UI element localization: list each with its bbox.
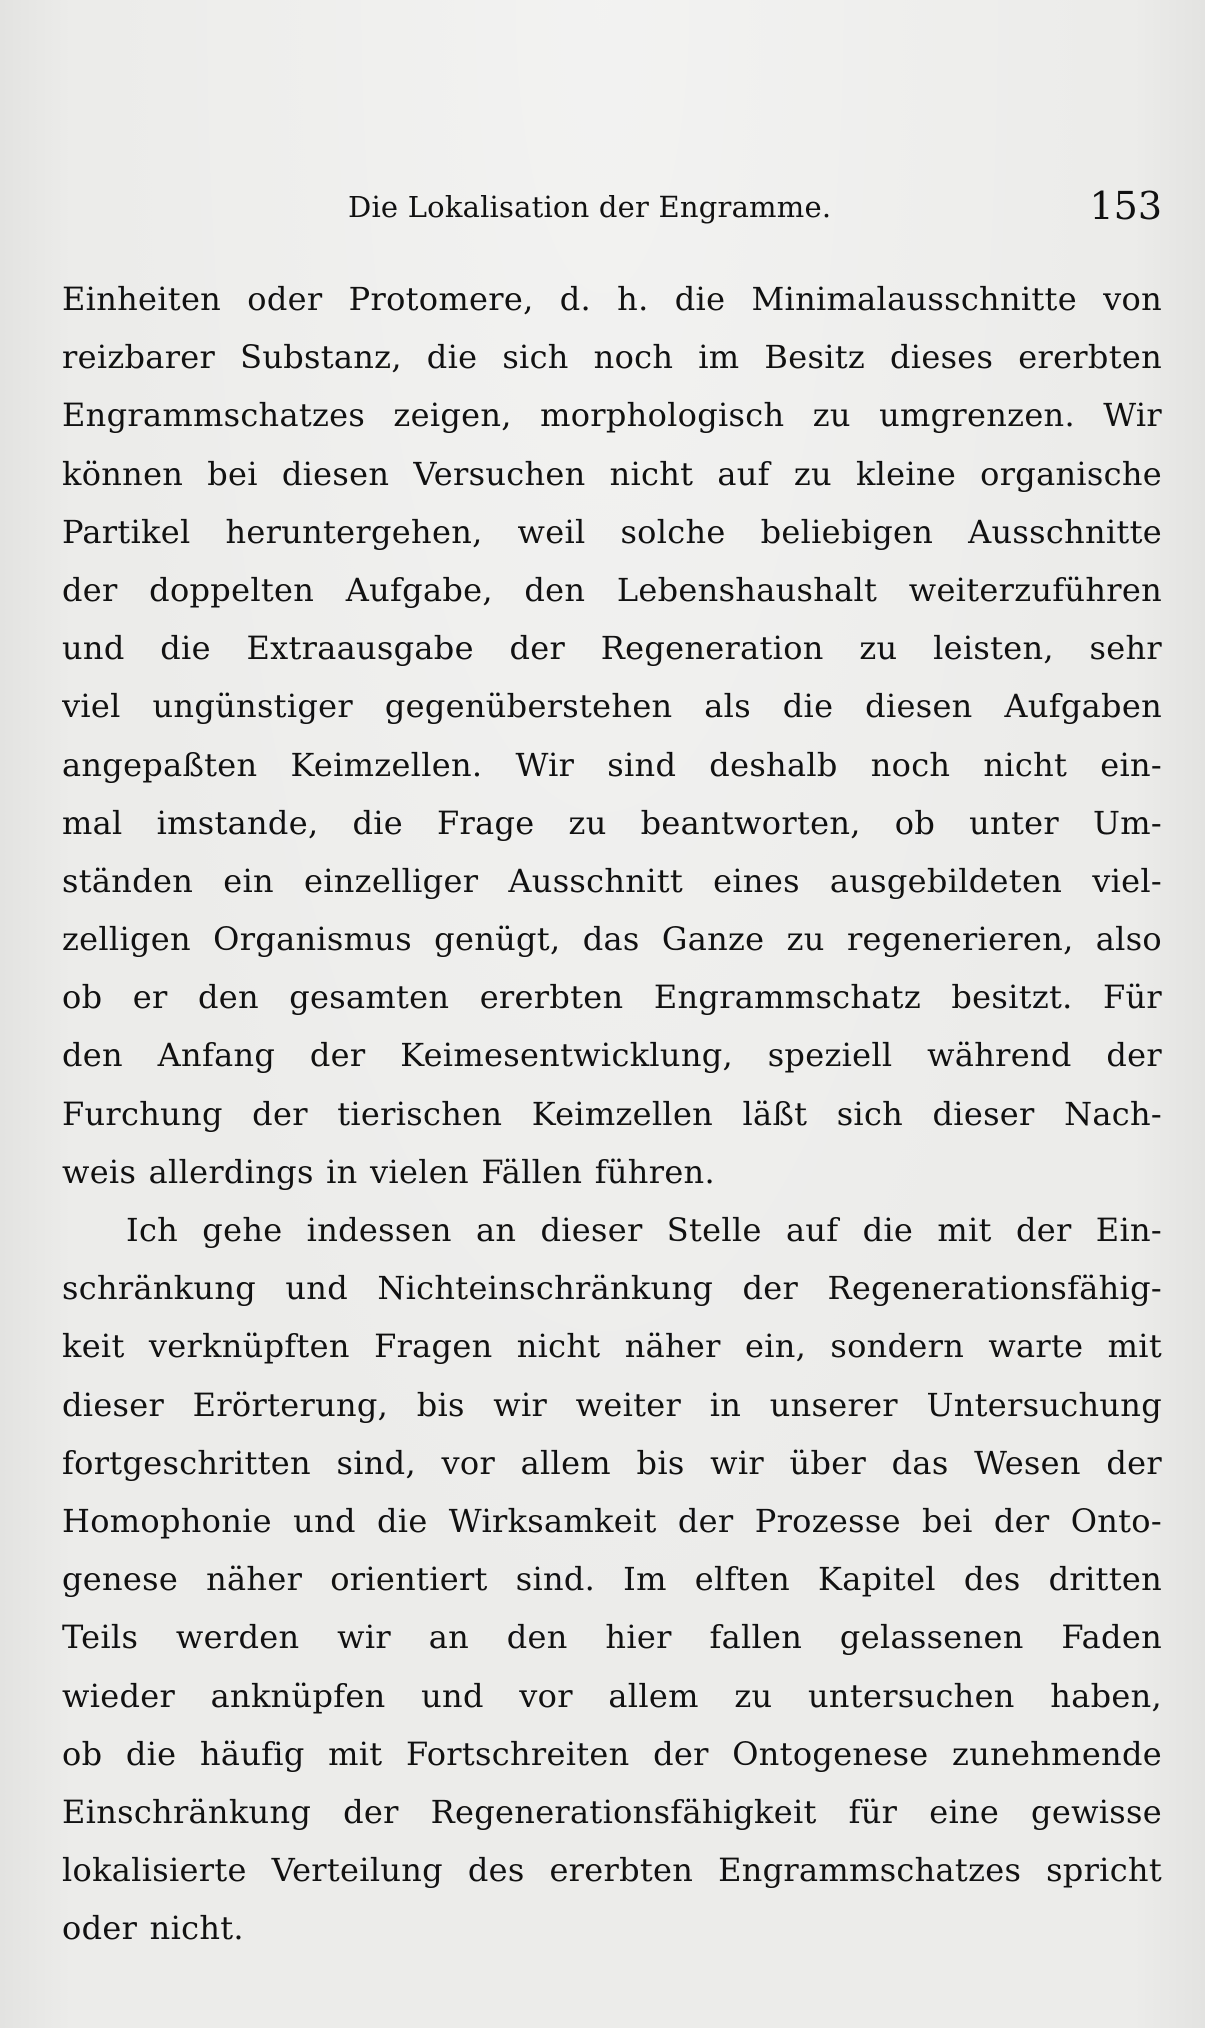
text-line: Ich gehe indessen an dieser Stelle auf die mit der Ein- [126,1211,1162,1249]
text-line: reizbarer Substanz, die sich noch im Besitz dieses ererbten [62,338,1162,377]
text-line: ob er den gesamten ererbten Engrammschatz besitzt. Für [62,978,1162,1017]
body-text [62,270,1162,1957]
text-line: Homophonie und die Wirksamkeit der Prozesse bei der Onto- [62,1501,1162,1540]
text-line: schränkung und Nichteinschränkung der Regenerationsfähig- [62,1269,1162,1308]
text-line: ob die häufig mit Fortschreiten der Ontogenese zunehmende [62,1734,1162,1773]
text-line: Partikel heruntergehen, weil solche beliebigen Ausschnitte [62,512,1162,551]
running-title: Die Lokalisation der Engramme. [348,190,832,224]
text-line: der doppelten Aufgabe, den Lebenshaushalt weiterzuführen [62,570,1162,609]
text-line: zelligen Organismus genügt, das Ganze zu regenerieren, also [62,920,1162,959]
text-line: wieder anknüpfen und vor allem zu untersuchen haben, [62,1676,1162,1715]
text-line: Engrammschatzes zeigen, morphologisch zu umgrenzen. Wir [62,396,1162,435]
paragraph-2 [62,1201,1162,1957]
running-head [62,184,1162,232]
text-line: können bei diesen Versuchen nicht auf zu kleine organische [62,454,1162,493]
text-line: viel ungünstiger gegenüberstehen als die diesen Aufgaben [62,687,1162,726]
text-line: Einschränkung der Regenerationsfähigkeit für eine gewisse [62,1792,1162,1831]
text-line: ständen ein einzelliger Ausschnitt eines ausgebildeten viel- [62,861,1162,900]
paragraph-1 [62,270,1162,1201]
page-number: 153 [1089,184,1162,228]
text-line: und die Extraausgabe der Regeneration zu leisten, sehr [62,629,1162,668]
text-line: keit verknüpften Fragen nicht näher ein, sondern warte mit [62,1327,1162,1366]
text-line: den Anfang der Keimesentwicklung, speziell während der [62,1036,1162,1075]
text-line: dieser Erörterung, bis wir weiter in unserer Untersuchung [62,1385,1162,1424]
text-line: weis allerdings in vielen Fällen führen. [62,1152,715,1191]
text-line: angepaßten Keimzellen. Wir sind deshalb noch nicht ein- [62,745,1162,784]
text-line: genese näher orientiert sind. Im elften Kapitel des dritten [62,1560,1162,1599]
text-line: oder nicht. [62,1909,244,1948]
text-line: Furchung der tierischen Keimzellen läßt sich dieser Nach- [62,1094,1162,1133]
text-line: Teils werden wir an den hier fallen gelassenen Faden [62,1618,1162,1657]
text-line: fortgeschritten sind, vor allem bis wir über das Wesen der [62,1443,1162,1482]
text-line: Einheiten oder Protomere, d. h. die Minimalausschnitte von [62,280,1162,318]
text-line: mal imstande, die Frage zu beantworten, ob unter Um- [62,803,1162,842]
text-line: lokalisierte Verteilung des ererbten Engrammschatzes spricht [62,1851,1162,1890]
